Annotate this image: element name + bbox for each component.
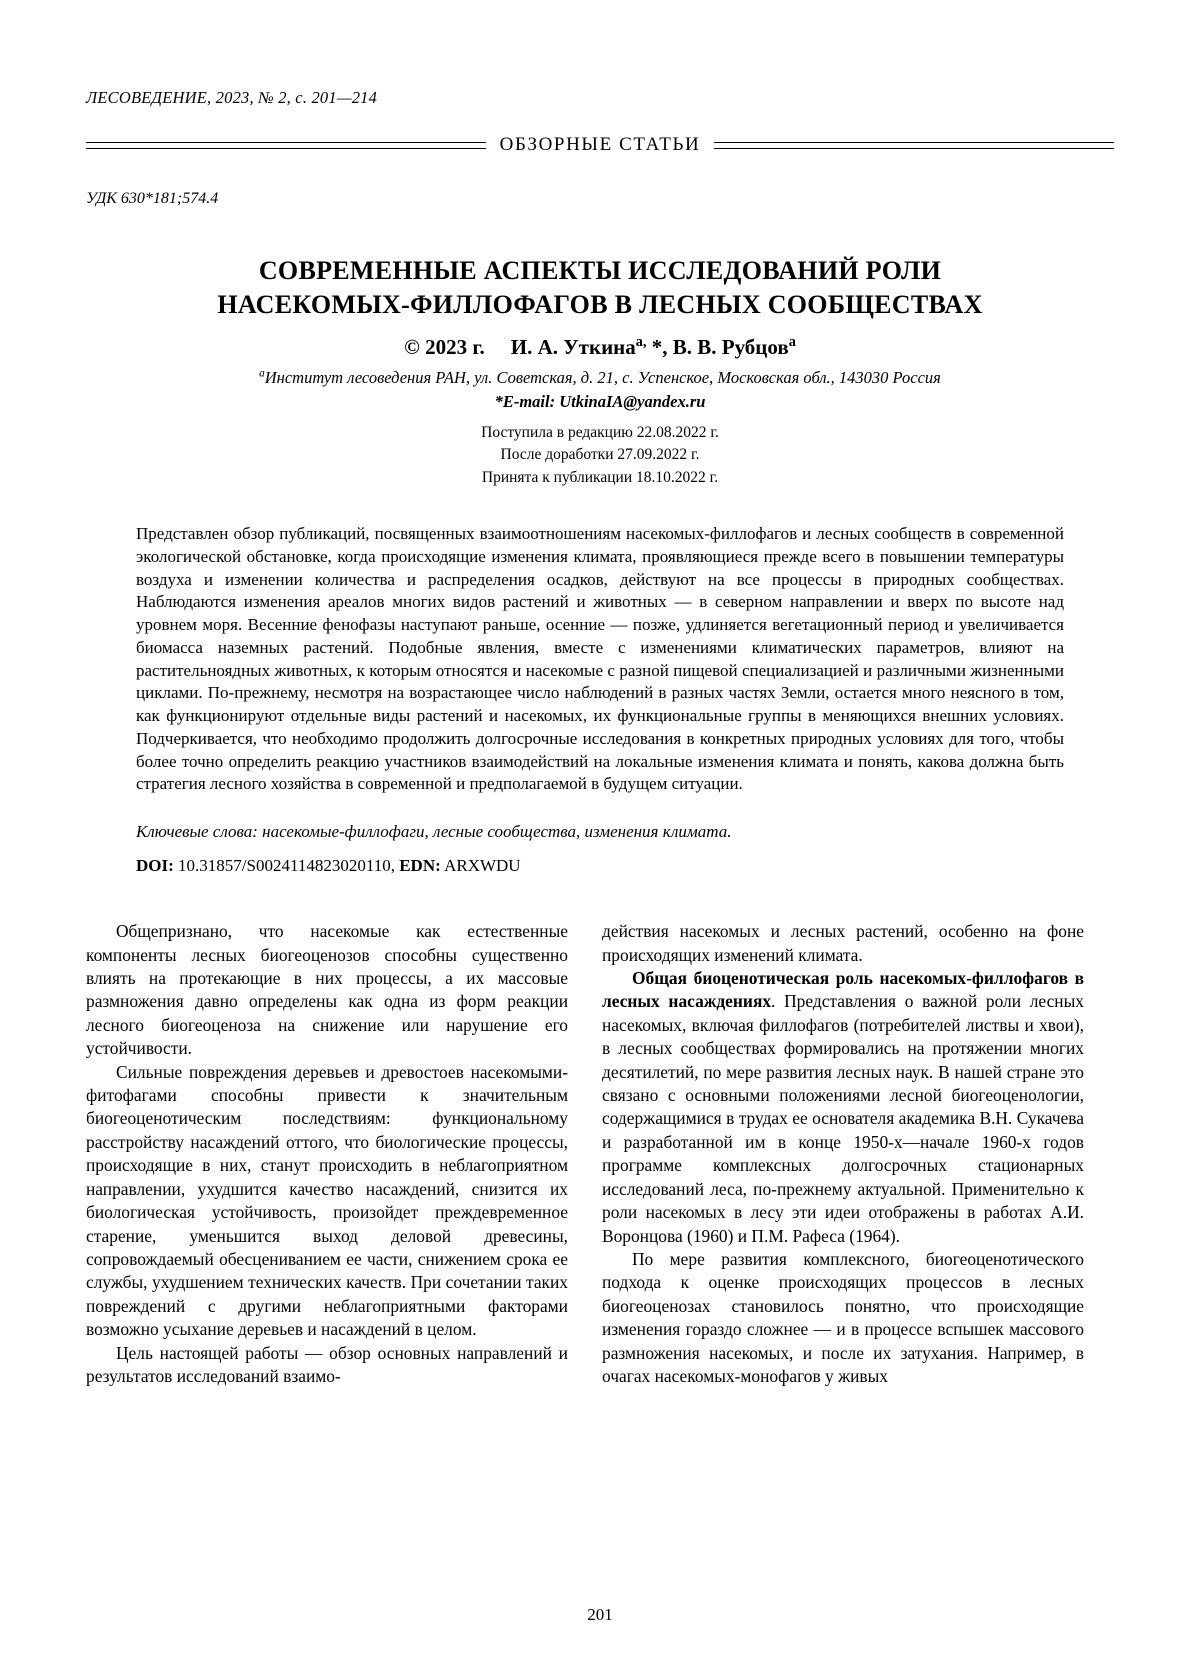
corresponding-email: *E-mail: UtkinaIA@yandex.ru [494, 391, 706, 411]
affiliation-mark: а [259, 367, 265, 380]
paragraph: По мере развития комплексного, биогеоценотического подхода к оценке происходящих процессов в лесных биогеоценозах становилось понятно, что происходящие изменения гораздо сложнее — и в процессе вспышек массового размножения насекомых, и после их затухания. Например, в очагах насекомых-монофагов у живых [602, 1248, 1084, 1386]
author-2: *, В. В. Рубцов [646, 334, 789, 359]
author-1-affil-mark: а, [635, 333, 647, 350]
page-number: 201 [587, 1605, 613, 1624]
doi-label: DOI: [136, 856, 174, 876]
title-line-1: СОВРЕМЕННЫЕ АСПЕКТЫ ИССЛЕДОВАНИЙ РОЛИ [258, 256, 942, 285]
section-header [86, 134, 1114, 156]
rule-left [86, 142, 486, 149]
paragraph-text: . Представления о важной роли лесных насекомых, включая филлофагов (потребителей листвы и хвои), в лесных сообществах формировались на протяжении многих десятилетий, по мере развития лесных наук. В нашей стране это связано с основными положениями лесной биогеоценологии, содержащимися в трудах ее основателя академика В.Н. Сукачева и разработанной им в конце 1950-х—начале 1960-х годов программе комплексных долгосрочных стационарных исследований леса, по-прежнему актуальной. Применительно к роли насекомых в лесу эти идеи отображены в работах А.И. Воронцова (1960) и П.М. Рафеса (1964). [602, 991, 1084, 1246]
rule-right [714, 142, 1114, 149]
edn-value: ARXWDU [440, 856, 521, 876]
column-left [86, 920, 568, 1388]
doi-value: 10.31857/S0024114823020110, [173, 856, 400, 876]
date-received: Поступила в редакцию 22.08.2022 г. [481, 423, 719, 441]
abstract-text: Представлен обзор публикаций, посвященных взаимоотношениям насекомых-филлофагов и лесных сообществ в современной экологической обстановке, когда происходящие изменения климата, проявляющиеся прежде всего в повышении температуры воздуха и изменении количества и распределения осадков, действуют на все процессы в природных сообществах. Наблюдаются изменения ареалов многих видов растений и животных — в северном направлении и вверх по высоте над уровнем моря. Весенние фенофазы наступают раньше, осенние — позже, удлиняется вегетационный период и увеличивается биомасса наземных растений. Подобные явления, вместе с изменениями климатических параметров, влияют на растительноядных животных, к которым относятся и насекомые с разной пищевой специализацией и различными жизненными циклами. По-прежнему, несмотря на возрастающее число наблюдений в разных частях Земли, остается много неясного в том, как функционируют отдельные виды растений и насекомых, их функциональные группы в меняющихся внешних условиях. Подчеркивается, что необходимо продолжить долгосрочные исследования в конкретных природных условиях для того, чтобы более точно определить реакцию участников взаимодействий на локальные изменения климата и понять, какова должна быть стратегия лесного хозяйства в современной и предполагаемой в будущем ситуации. [136, 524, 1064, 794]
edn-label: EDN: [399, 856, 441, 876]
author-line [86, 335, 1114, 360]
paragraph: действия насекомых и лесных растений, особенно на фоне происходящих изменений климата. [602, 921, 1084, 965]
affiliation [86, 368, 1114, 388]
paragraph: Сильные повреждения деревьев и древостоев насекомыми-фитофагами способны привести к значительным биогеоценотическим последствиям: функциональному расстройству насаждений оттого, что биологические процессы, происходящие в них, станут происходить в неблагоприятном направлении, ухудшится качество насаждений, снизится их биологическая устойчивость, произойдет преждевременное старение, уменьшится выход деловой древесины, сопровождаемый обесцениванием ее части, снижением срока ее службы, ухудшением технических качеств. При сочетании таких повреждений с другими неблагоприятными факторами возможно усыхание деревьев и насаждений в целом. [86, 1061, 568, 1340]
body-columns [86, 920, 1114, 1388]
runin-heading: Общая биоценотическая роль насекомых-филлофагов в лесных насаждениях [602, 968, 1084, 1012]
page-title [146, 254, 1054, 323]
doi-line [136, 856, 1064, 876]
date-revised: После доработки 27.09.2022 г. [500, 446, 700, 464]
journal-reference: ЛЕСОВЕДЕНИЕ, 2023, № 2, с. 201—214 [86, 88, 378, 107]
udk-code: УДК 630*181;574.4 [86, 190, 219, 207]
copyright-notice: © 2023 г. [404, 334, 485, 359]
author-1: И. А. Уткина [510, 334, 636, 359]
author-2-affil-mark: а [788, 333, 796, 350]
keywords-line: Ключевые слова: насекомые-филлофаги, лесные сообщества, изменения климата. [136, 822, 732, 842]
column-right [602, 920, 1084, 1388]
title-line-2: НАСЕКОМЫХ-ФИЛЛОФАГОВ В ЛЕСНЫХ СООБЩЕСТВАХ [217, 290, 983, 320]
affiliation-text: Институт лесоведения РАН, ул. Советская, д. 21, с. Успенское, Московская обл., 143030 Россия [264, 367, 941, 387]
date-accepted: Принята к публикации 18.10.2022 г. [481, 468, 719, 486]
submission-dates [86, 422, 1114, 489]
section-header-label: ОБЗОРНЫЕ СТАТЬИ [499, 134, 701, 155]
paragraph: Общепризнано, что насекомые как естественные компоненты лесных биогеоценозов способны существенно влиять на протекающие в них процессы, а их массовые размножения давно определены как одна из форм реакции лесного биогеоценоза на снижение или нарушение его устойчивости. [86, 921, 568, 1059]
paragraph-with-runin-heading [602, 967, 1084, 1248]
paragraph: Цель настоящей работы — обзор основных направлений и результатов исследований взаимо- [86, 1342, 568, 1386]
